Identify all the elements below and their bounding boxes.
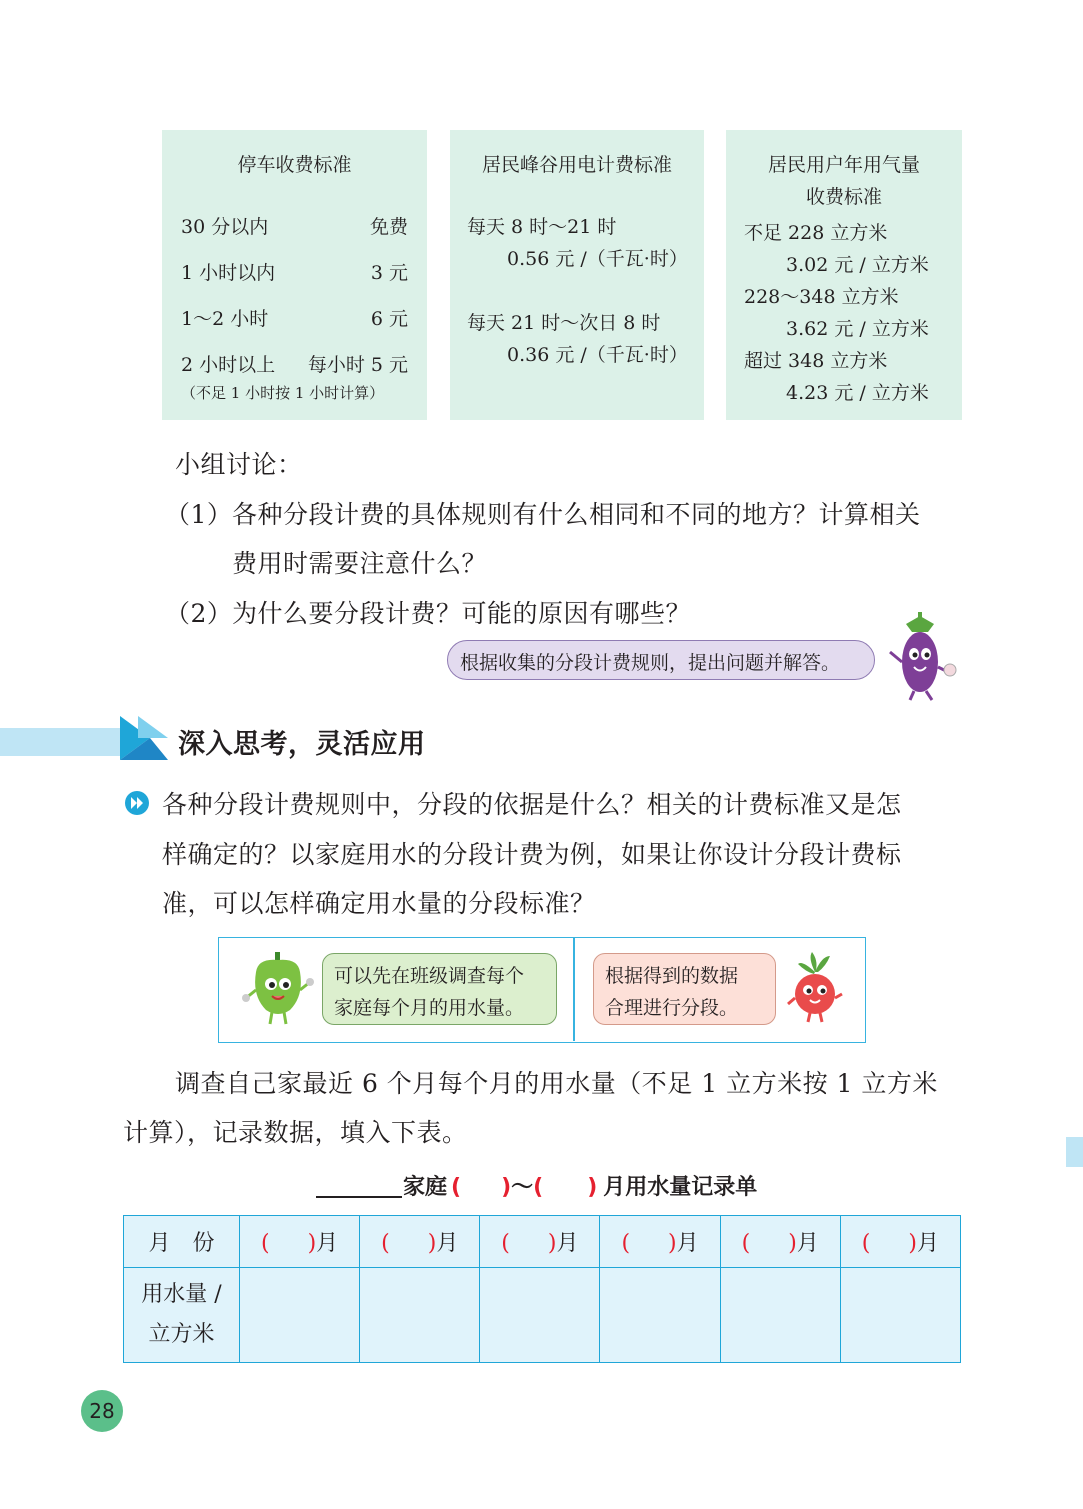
parking-row-value: 免费 [369, 216, 408, 238]
parking-fee-box [162, 130, 427, 420]
usage-header [124, 1268, 240, 1363]
electricity-line: 0.36 元 /（千瓦·时） [507, 344, 688, 366]
gas-title: 居民用户年用气量 [767, 154, 920, 176]
usage-cell[interactable] [720, 1268, 840, 1363]
table-title-paren-open: ( [533, 1175, 544, 1200]
table-row [124, 1216, 961, 1268]
question-1-line2: 费用时需要注意什么？ [232, 549, 488, 578]
table-title-family: 家庭 [403, 1175, 448, 1200]
parking-note: （不足 1 小时按 1 小时计算） [181, 384, 385, 402]
water-usage-table [123, 1215, 961, 1363]
table-title-paren-close: ) [501, 1175, 512, 1200]
table-title-paren-open: ( [451, 1175, 462, 1200]
usage-cell[interactable] [360, 1268, 480, 1363]
usage-cell[interactable] [240, 1268, 360, 1363]
electricity-line: 每天 8 时～21 时 [467, 216, 617, 238]
gas-line: 228～348 立方米 [744, 286, 899, 308]
section-paragraph-line3: 准，可以怎样确定用水量的分段标准？ [162, 889, 596, 918]
gas-line: 3.62 元 / 立方米 [786, 318, 929, 340]
gas-fee-box [726, 130, 962, 420]
hint-bubble-text: 根据收集的分段计费规则，提出问题并解答。 [460, 652, 841, 674]
tip-right-line1: 根据得到的数据 [605, 965, 739, 987]
question-1-number: （1） [165, 500, 233, 529]
tip-bubble-right [593, 953, 776, 1025]
green-pepper-mascot-icon [240, 950, 316, 1028]
section-header-bar [0, 728, 126, 756]
electricity-line: 每天 21 时～次日 8 时 [467, 312, 661, 334]
question-2-number: （2） [165, 599, 233, 628]
usage-header-line1: 用水量 / [141, 1282, 222, 1307]
usage-cell[interactable] [480, 1268, 600, 1363]
gas-line: 3.02 元 / 立方米 [786, 254, 929, 276]
section-title: 深入思考，灵活应用 [178, 729, 426, 760]
parking-row-value: 6 元 [370, 308, 408, 330]
hint-bubble [447, 640, 875, 680]
month-cell[interactable]: ( )月 [720, 1216, 840, 1268]
section-paragraph-line1: 各种分段计费规则中，分段的依据是什么？相关的计费标准又是怎 [162, 790, 902, 819]
usage-cell[interactable] [600, 1268, 720, 1363]
parking-row-value: 每小时 5 元 [307, 354, 408, 376]
play-bullet-icon [124, 790, 150, 816]
tip-left-line1: 可以先在班级调查每个 [334, 965, 525, 987]
month-cell[interactable]: ( )月 [480, 1216, 600, 1268]
electricity-fee-box [450, 130, 704, 420]
table-row [124, 1268, 961, 1363]
gas-title-line2: 收费标准 [805, 186, 882, 208]
parking-row-value: 3 元 [370, 262, 408, 284]
usage-cell[interactable] [840, 1268, 960, 1363]
gas-line: 超过 348 立方米 [744, 350, 888, 372]
gas-line: 不足 228 立方米 [744, 222, 888, 244]
electricity-line: 0.56 元 /（千瓦·时） [507, 248, 688, 270]
tips-divider [573, 938, 575, 1041]
parking-row-label: 30 分以内 [181, 216, 269, 238]
eggplant-mascot-icon [880, 612, 960, 702]
page-number: 28 [89, 1399, 115, 1423]
table-title [403, 1170, 757, 1201]
page-number-badge [81, 1390, 123, 1432]
question-2-line1: 为什么要分段计费？可能的原因有哪些？ [232, 599, 692, 628]
parking-row-label: 1～2 小时 [181, 308, 269, 330]
gas-line: 4.23 元 / 立方米 [786, 382, 929, 404]
task-line2: 计算），记录数据，填入下表。 [123, 1118, 468, 1147]
month-cell[interactable]: ( )月 [840, 1216, 960, 1268]
parking-row-label: 1 小时以内 [181, 262, 276, 284]
edge-tab [1066, 1137, 1083, 1167]
month-header: 月 份 [124, 1216, 240, 1268]
month-cell[interactable]: ( )月 [360, 1216, 480, 1268]
tip-left-line2: 家庭每个月的用水量。 [334, 997, 525, 1019]
section-triangle-icon [120, 716, 168, 760]
family-name-blank[interactable] [316, 1196, 402, 1198]
tip-right-line2: 合理进行分段。 [605, 997, 739, 1019]
task-line1: 调查自己家最近 6 个月每个月的用水量（不足 1 立方米按 1 立方米 [175, 1069, 938, 1098]
table-title-suffix: 月用水量记录单 [603, 1175, 758, 1200]
parking-row-label: 2 小时以上 [181, 354, 276, 376]
table-title-paren-close: ) [587, 1175, 598, 1200]
tip-bubble-left [322, 953, 557, 1025]
section-paragraph-line2: 样确定的？以家庭用水的分段计费为例，如果让你设计分段计费标 [162, 840, 902, 869]
question-1-line1: 各种分段计费的具体规则有什么相同和不同的地方？计算相关 [232, 500, 921, 529]
discussion-heading: 小组讨论： [175, 450, 303, 479]
month-cell[interactable]: ( )月 [240, 1216, 360, 1268]
month-cell[interactable]: ( )月 [600, 1216, 720, 1268]
usage-header-line2: 立方米 [148, 1322, 215, 1347]
parking-title: 停车收费标准 [237, 154, 352, 176]
radish-mascot-icon [782, 950, 848, 1026]
electricity-title: 居民峰谷用电计费标准 [481, 154, 672, 176]
table-title-tilde: ～ [511, 1175, 534, 1200]
